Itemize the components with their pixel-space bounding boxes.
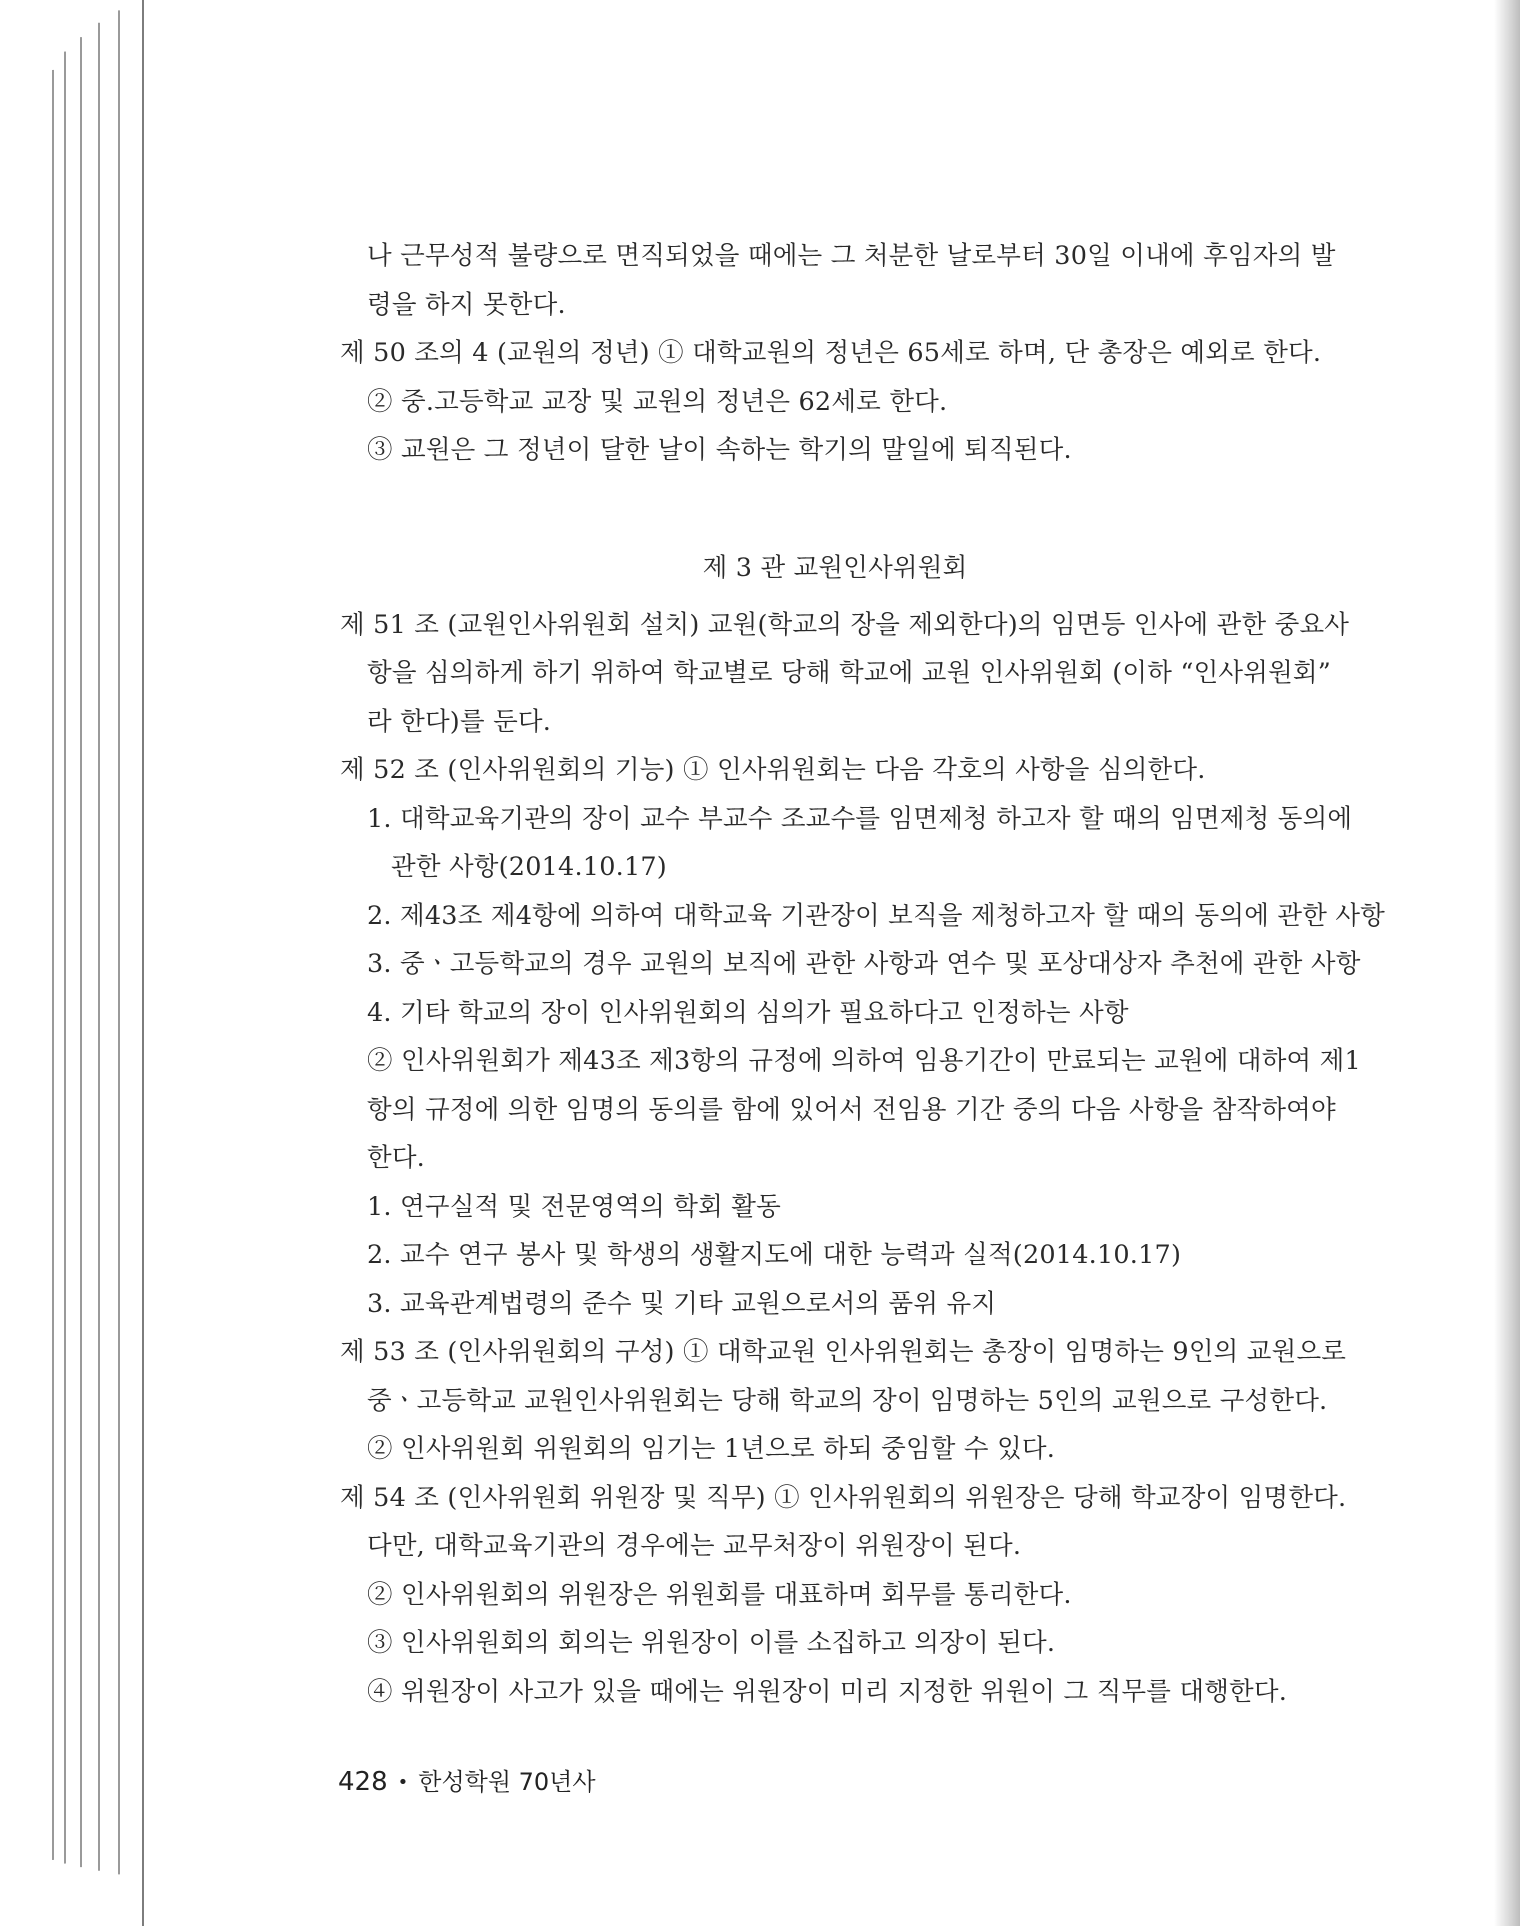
text-line: 다만, 대학교육기관의 경우에는 교무처장이 위원장이 된다. bbox=[367, 1531, 1022, 1561]
text-line: 한다. bbox=[367, 1143, 425, 1173]
page-gutter-shadow bbox=[1494, 0, 1520, 1926]
text-line: 중ㆍ고등학교 교원인사위원회는 당해 학교의 장이 임명하는 5인의 교원으로 구성한다. bbox=[367, 1385, 1328, 1416]
text-line: ② 인사위원회 위원회의 임기는 1년으로 하되 중임할 수 있다. bbox=[367, 1434, 1056, 1464]
text-line: 령을 하지 못한다. bbox=[367, 289, 566, 320]
text-line: ② 인사위원회가 제43조 제3항의 규정에 의하여 임용기간이 만료되는 교원에 대하여 제1 bbox=[367, 1046, 1361, 1076]
text-line: ④ 위원장이 사고가 있을 때에는 위원장이 미리 지정한 위원이 그 직무를 대행한다. bbox=[367, 1676, 1288, 1707]
page-number: 428 bbox=[338, 1767, 388, 1797]
text-line: 3. 교육관계법령의 준수 및 기타 교원으로서의 품위 유지 bbox=[367, 1288, 997, 1319]
text-line: 2. 제43조 제4항에 의하여 대학교육 기관장이 보직을 제청하고자 할 때의 동의에 관한 사항 bbox=[367, 900, 1385, 931]
text-line: ③ 교원은 그 정년이 달한 날이 속하는 학기의 말일에 퇴직된다. bbox=[367, 435, 1072, 465]
text-line: ② 중.고등학교 교장 및 교원의 정년은 62세로 한다. bbox=[367, 386, 948, 417]
text-line: 관한 사항(2014.10.17) bbox=[391, 852, 667, 882]
text-line: 1. 대학교육기관의 장이 교수 부교수 조교수를 임면제청 하고자 할 때의 임면제청 동의에 bbox=[367, 803, 1353, 834]
text-line: 1. 연구실적 및 전문영역의 학회 활동 bbox=[367, 1191, 781, 1222]
page-body-text bbox=[340, 232, 1385, 1716]
article-heading-line: 제 54 조 (인사위원회 위원장 및 직무) ① 인사위원회의 위원장은 당해 학교장이 임명한다. bbox=[340, 1482, 1347, 1513]
article-heading-line: 제 51 조 (교원인사위원회 설치) 교원(학교의 장을 제외한다)의 임면등 인사에 관한 중요사 bbox=[340, 609, 1350, 640]
text-line: ③ 인사위원회의 회의는 위원장이 이를 소집하고 의장이 된다. bbox=[367, 1628, 1056, 1658]
article-heading-line: 제 50 조의 4 (교원의 정년) ① 대학교원의 정년은 65세로 하며, 단 총장은 예외로 한다. bbox=[340, 338, 1322, 368]
text-line: 4. 기타 학교의 장이 인사위원회의 심의가 필요하다고 인정하는 사항 bbox=[367, 997, 1129, 1028]
article-heading-line: 제 53 조 (인사위원회의 구성) ① 대학교원 인사위원회는 총장이 임명하는 9인의 교원으로 bbox=[340, 1337, 1347, 1367]
text-line: 항을 심의하게 하기 위하여 학교별로 당해 학교에 교원 인사위원회 (이하 “인사위원회” bbox=[367, 658, 1332, 688]
text-line: ② 인사위원회의 위원장은 위원회를 대표하며 회무를 통리한다. bbox=[367, 1579, 1072, 1610]
text-line: 라 한다)를 둔다. bbox=[367, 706, 552, 737]
text-line: 나 근무성적 불량으로 면직되었을 때에는 그 처분한 날로부터 30일 이내에 후임자의 발 bbox=[367, 241, 1336, 271]
page-footer bbox=[338, 1762, 596, 1797]
section-heading: 제 3 관 교원인사위원회 bbox=[702, 552, 968, 583]
article-heading-line: 제 52 조 (인사위원회의 기능) ① 인사위원회는 다음 각호의 사항을 심의한다. bbox=[340, 755, 1206, 785]
text-line: 3. 중ㆍ고등학교의 경우 교원의 보직에 관한 사항과 연수 및 포상대상자 추천에 관한 사항 bbox=[367, 949, 1361, 979]
text-line: 2. 교수 연구 봉사 및 학생의 생활지도에 대한 능력과 실적(2014.10.17) bbox=[367, 1240, 1182, 1270]
text-line: 항의 규정에 의한 임명의 동의를 함에 있어서 전임용 기간 중의 다음 사항을 참작하여야 bbox=[367, 1094, 1336, 1125]
book-title: 한성학원 70년사 bbox=[418, 1768, 596, 1796]
footer-separator: • bbox=[397, 1772, 409, 1793]
